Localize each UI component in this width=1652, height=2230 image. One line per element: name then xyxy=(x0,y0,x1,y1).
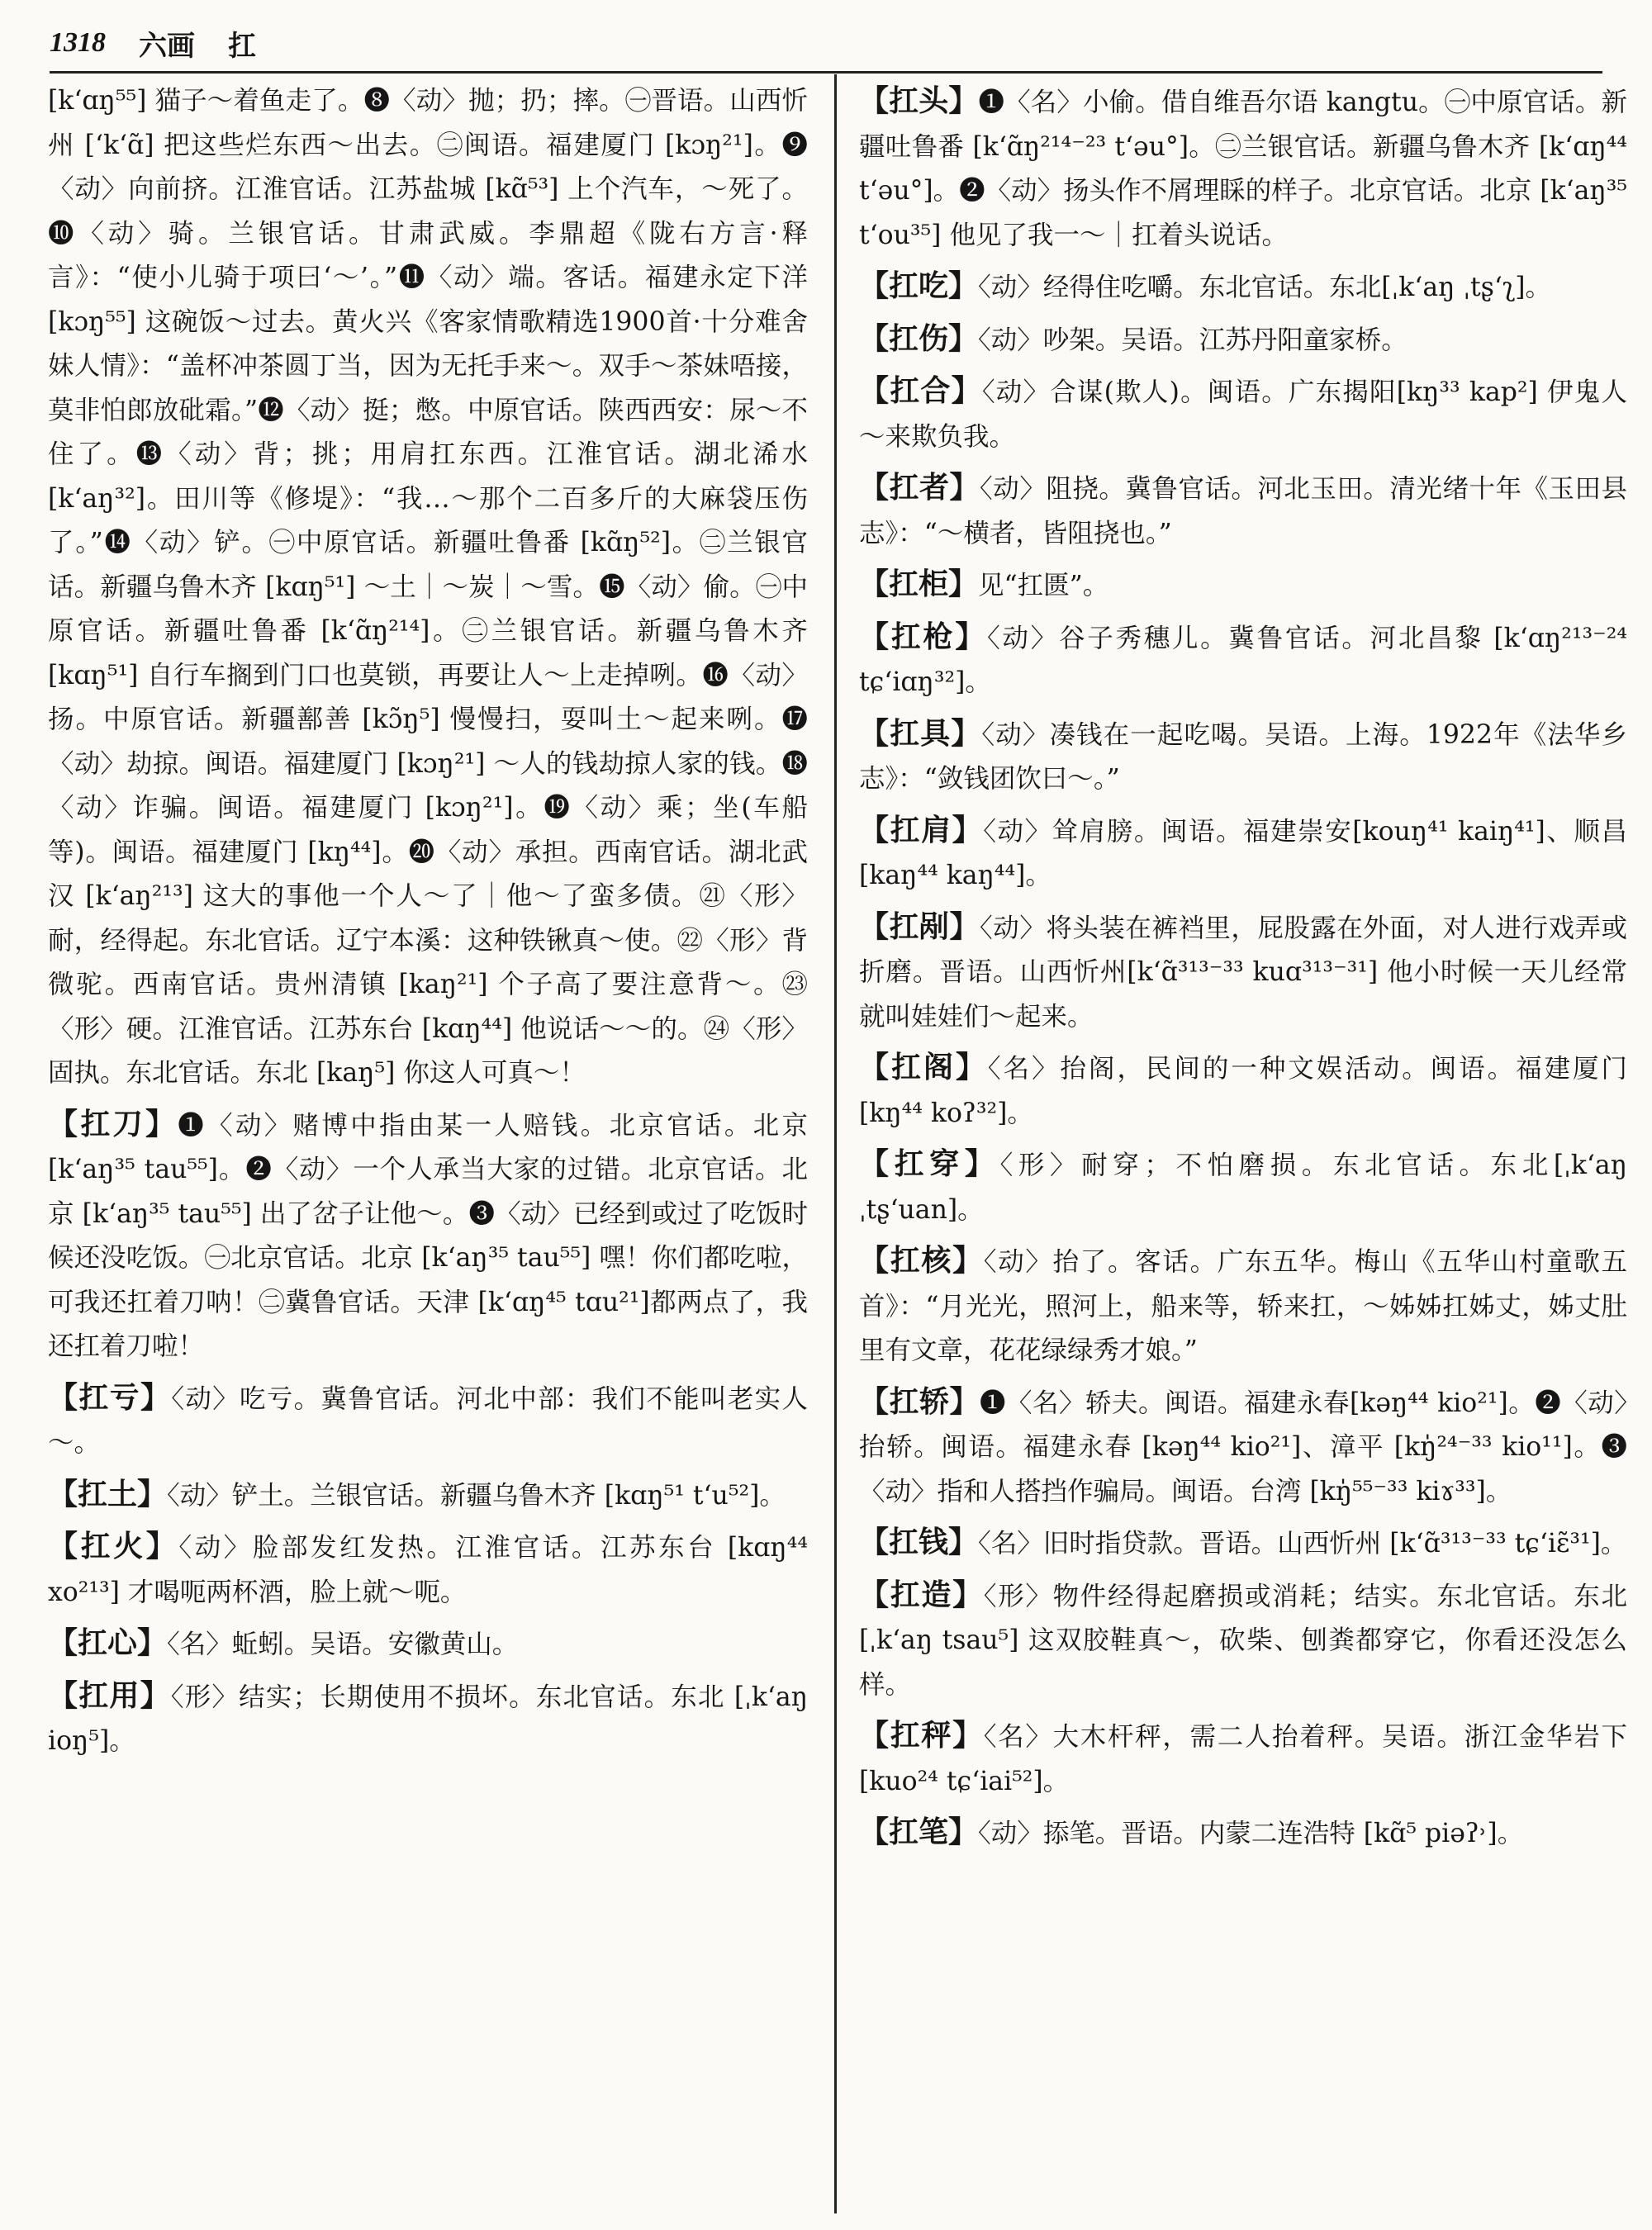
entry-definition: 〈名〉大木杆秤，需二人抬着秤。吴语。浙江金华岩下 [kuo²⁴ tɕʻiai⁵²]。 xyxy=(859,1722,1627,1796)
entry-headword: 【扛吃】 xyxy=(859,268,979,303)
entry-definition: [kʻɑŋ⁵⁵] 猫子～着鱼走了。❽〈动〉抛；扔；摔。㊀晋语。山西忻州 [ʻkʻɑ̃] 把这些烂东西～出去。㊁闽语。福建厦门 [kɔŋ²¹]。❾〈动〉向前挤。江淮官话。江苏盐城 [kɑ̃⁵³] 上个汽车，～死了。❿〈动〉骑。兰银官话。甘肃武威。李鼎超《陇右方言·释言》：“使小儿骑于项曰‘～’。”⓫〈动〉端。客话。福建永定下洋 [kɔŋ⁵⁵] 这碗饭～过去。黄火兴《客家情歌精选1900首·十分难舍妹人情》：“盖杯冲茶圆丁当，因为无托手来～。双手～茶妹唔接，莫非怕郎放砒霜。”⓬〈动〉挺；憋。中原官话。陕西西安：尿～不住了。⓭〈动〉背；挑；用肩扛东西。江淮官话。湖北浠水 [kʻaŋ³²]。田川等《修堤》：“我…～那个二百多斤的大麻袋压伤了。”⓮〈动〉铲。㊀中原官话。新疆吐鲁番 [kɑ̃ŋ⁵²]。㊁兰银官话。新疆乌鲁木齐 [kɑŋ⁵¹] ～土｜～炭｜～雪。⓯〈动〉偷。㊀中原官话。新疆吐鲁番 [kʻɑ̃ŋ²¹⁴]。㊁兰银官话。新疆乌鲁木齐 [kɑŋ⁵¹] 自行车搁到门口也莫锁，再要让人～上走掉咧。⓰〈动〉扬。中原官话。新疆鄯善 [kɔ̃ŋ⁵] 慢慢扫，耍叫土～起来咧。⓱〈动〉劫掠。闽语。福建厦门 [kɔŋ²¹] ～人的钱劫掠人家的钱。⓲〈动〉诈骗。闽语。福建厦门 [kɔŋ²¹]。⓳〈动〉乘；坐(车船等)。闽语。福建厦门 [kŋ⁴⁴]。⓴〈动〉承担。西南官话。湖北武汉 [kʻaŋ²¹³] 这大的事他一个人～了｜他～了蛮多债。㉑〈形〉耐，经得起。东北官话。辽宁本溪：这种铁锹真～使。㉒〈形〉背微驼。西南官话。贵州清镇 [kaŋ²¹] 个子高了要注意背～。㉓〈形〉硬。江淮官话。江苏东台 [kɑŋ⁴⁴] 他说话～～的。㉔〈形〉固执。东北官话。东北 [kaŋ⁵] 你这人可真～！ xyxy=(48,86,808,1088)
entry-definition: 〈形〉物件经得起磨损或消耗；结实。东北官话。东北 [ˌkʻaŋ tsau⁵] 这双胶鞋真～，砍柴、刨粪都穿它，你看还没怎么样。 xyxy=(859,1581,1627,1700)
entry-headword: 【扛轿】 xyxy=(859,1383,980,1419)
entry-headword: 【扛秤】 xyxy=(859,1718,984,1753)
dictionary-entry xyxy=(48,1376,808,1466)
entry-definition: 〈形〉耐穿；不怕磨损。东北官话。东北[ˌkʻaŋ ˌtʂʻuan]。 xyxy=(859,1151,1627,1225)
dictionary-entry xyxy=(859,369,1627,459)
dictionary-entry xyxy=(859,1714,1627,1804)
entry-definition: ❶〈动〉赌博中指由某一人赔钱。北京官话。北京 [kʻaŋ³⁵ tau⁵⁵]。❷〈动〉一个人承当大家的过错。北京官话。北京 [kʻaŋ³⁵ tau⁵⁵] 出了岔子让他～。❸〈动〉已经到或过了吃饭时候还没吃饭。㊀北京官话。北京 [kʻaŋ³⁵ tau⁵⁵] 嘿！你们都吃啦，可我还扛着刀呐！㊁冀鲁官话。天津 [kʻɑŋ⁴⁵ tɑu²¹]都两点了，我还扛着刀啦！ xyxy=(48,1110,808,1361)
column-divider xyxy=(834,74,837,2213)
dictionary-entry xyxy=(859,1142,1627,1232)
entry-definition: 〈动〉吵架。吴语。江苏丹阳童家桥。 xyxy=(978,325,1408,355)
entry-headword: 【扛火】 xyxy=(48,1529,179,1563)
entry-headword: 【扛刀】 xyxy=(48,1106,178,1141)
entry-headword: 【扛笔】 xyxy=(859,1815,979,1849)
entry-headword: 【扛钱】 xyxy=(859,1525,979,1559)
entry-definition: 〈名〉蚯蚓。吴语。安徽黄山。 xyxy=(167,1630,519,1659)
entry-headword: 【扛头】 xyxy=(859,83,979,118)
dictionary-entry xyxy=(48,1621,808,1668)
left-column xyxy=(48,79,808,2218)
dictionary-entry xyxy=(859,809,1627,899)
entry-headword: 【扛合】 xyxy=(859,373,982,408)
dictionary-entry xyxy=(48,1473,808,1519)
header-rule xyxy=(50,71,1602,74)
dictionary-entry xyxy=(859,562,1627,609)
entry-definition: 〈动〉合谋(欺人)。闽语。广东揭阳[kŋ³³ kap²] 伊鬼人～来欺负我。 xyxy=(859,377,1627,452)
dictionary-entry xyxy=(859,1239,1627,1374)
entry-headword: 【扛阁】 xyxy=(859,1050,988,1084)
entry-definition: ❶〈名〉轿夫。闽语。福建永春[kəŋ⁴⁴ kio²¹]。❷〈动〉抬轿。闽语。福建永春 [kəŋ⁴⁴ kio²¹]、漳平 [kŋ̍²⁴⁻³³ kio¹¹]。❸〈动〉指和人搭挡作骗局。闽语。台湾 [kŋ̍⁵⁵⁻³³ kiɤ³³]。 xyxy=(859,1388,1627,1506)
entry-headword: 【扛枪】 xyxy=(859,619,987,654)
entry-headword: 【扛心】 xyxy=(48,1625,168,1660)
entry-definition: 〈动〉抬了。客话。广东五华。梅山《五华山村童歌五首》：“月光光，照河上，船来等，轿来扛，～姊姊扛姊丈，姊丈肚里有文章，花花绿绿秀才娘。” xyxy=(859,1247,1627,1365)
entry-headword: 【扛核】 xyxy=(859,1243,984,1278)
entry-definition: 〈动〉凑钱在一起吃喝。吴语。上海。1922年《法华乡志》：“敛钱团饮曰～。” xyxy=(859,719,1627,794)
dictionary-entry xyxy=(48,1674,808,1764)
dictionary-entry xyxy=(48,1525,808,1615)
dictionary-entry xyxy=(859,1573,1627,1708)
entry-headword: 【扛亏】 xyxy=(48,1379,172,1415)
entry-headword: 【扛伤】 xyxy=(859,320,979,356)
dictionary-entry xyxy=(48,1103,808,1369)
entry-headword: 【扛者】 xyxy=(859,470,980,505)
entry-definition: 〈动〉脸部发红发热。江淮官话。江苏东台 [kɑŋ⁴⁴ xo²¹³] 才喝呃两杯酒，脸上就～呃。 xyxy=(48,1533,808,1607)
entry-definition: 〈形〉结实；长期使用不损坏。东北官话。东北 [ˌkʻaŋ ioŋ⁵]。 xyxy=(48,1682,808,1756)
entry-definition: 〈动〉吃亏。冀鲁官话。河北中部：我们不能叫老实人～。 xyxy=(48,1383,808,1458)
entry-headword: 【扛肩】 xyxy=(859,812,984,847)
entry-headword: 【扛用】 xyxy=(48,1677,171,1713)
entry-definition: 〈动〉经得住吃嚼。东北官话。东北[ˌkʻaŋ ˌtʂʻʅ]。 xyxy=(978,273,1552,302)
dictionary-entry xyxy=(48,79,808,1096)
dictionary-entry xyxy=(859,615,1627,705)
right-column xyxy=(859,79,1627,2218)
entry-definition: 〈动〉将头装在裤裆里，屁股露在外面，对人进行戏弄或折磨。晋语。山西忻州[kʻɑ̃³¹³⁻³³ kuɑ³¹³⁻³¹] 他小时候一天儿经常就叫娃娃们～起来。 xyxy=(859,913,1627,1032)
entry-headword: 【扛剐】 xyxy=(859,909,980,944)
entry-definition: 〈名〉旧时指贷款。晋语。山西忻州 [kʻɑ̃³¹³⁻³³ tɕʻiɛ̃³¹]。 xyxy=(978,1529,1627,1559)
dictionary-entry xyxy=(859,1046,1627,1136)
entry-definition: 〈动〉铲土。兰银官话。新疆乌鲁木齐 [kɑŋ⁵¹ tʻu⁵²]。 xyxy=(167,1480,786,1511)
entry-headword: 【扛具】 xyxy=(859,715,982,751)
entry-headword: 【扛造】 xyxy=(859,1577,984,1612)
entry-definition: 〈名〉抬阁，民间的一种文娱活动。闽语。福建厦门 [kŋ⁴⁴ koʔ³²]。 xyxy=(859,1054,1627,1128)
dictionary-entry xyxy=(859,1810,1627,1857)
entry-definition: 〈动〉耸肩膀。闽语。福建崇安[kouŋ⁴¹ kaiŋ⁴¹]、顺昌 [kaŋ⁴⁴ kaŋ⁴⁴]。 xyxy=(859,816,1627,890)
entry-headword: 【扛穿】 xyxy=(859,1146,1000,1181)
entry-definition: ❶〈名〉小偷。借自维吾尔语 kangtu。㊀中原官话。新疆吐鲁番 [kʻɑ̃ŋ²¹⁴⁻²³ tʻəu°]。㊁兰银官话。新疆乌鲁木齐 [kʻɑŋ⁴⁴ tʻəu°]。❷〈动〉扬头作不屑理睬的样子。北京官话。北京 [kʻaŋ³⁵ tʻou³⁵] 他见了我一～｜扛着头说话。 xyxy=(859,88,1627,250)
section-label: 六画 xyxy=(139,29,195,63)
entry-definition: 见“扛匮”。 xyxy=(978,571,1109,600)
entry-headword: 【扛土】 xyxy=(48,1476,168,1511)
dictionary-entry xyxy=(859,317,1627,363)
dictionary-entry xyxy=(859,466,1627,556)
page-header xyxy=(50,18,1635,68)
dictionary-entry xyxy=(859,712,1627,802)
dictionary-entry xyxy=(859,1380,1627,1515)
header-char: 扛 xyxy=(228,29,256,63)
page-number: 1318 xyxy=(50,27,106,58)
dictionary-entry xyxy=(859,1521,1627,1567)
entry-headword: 【扛柜】 xyxy=(859,567,979,601)
entry-definition: 〈动〉阻挠。冀鲁官话。河北玉田。清光绪十年《玉田县志》：“～横者，皆阻挠也。” xyxy=(859,474,1627,548)
dictionary-entry xyxy=(859,264,1627,311)
dictionary-entry xyxy=(859,79,1627,258)
entry-definition: 〈动〉谷子秀穗儿。冀鲁官话。河北昌黎 [kʻɑŋ²¹³⁻²⁴ tɕʻiɑŋ³²]。 xyxy=(859,623,1627,697)
dictionary-entry xyxy=(859,905,1627,1040)
entry-definition: 〈动〉掭笔。晋语。内蒙二连浩特 [kɑ̃⁵ piəʔ˒]。 xyxy=(978,1819,1524,1848)
